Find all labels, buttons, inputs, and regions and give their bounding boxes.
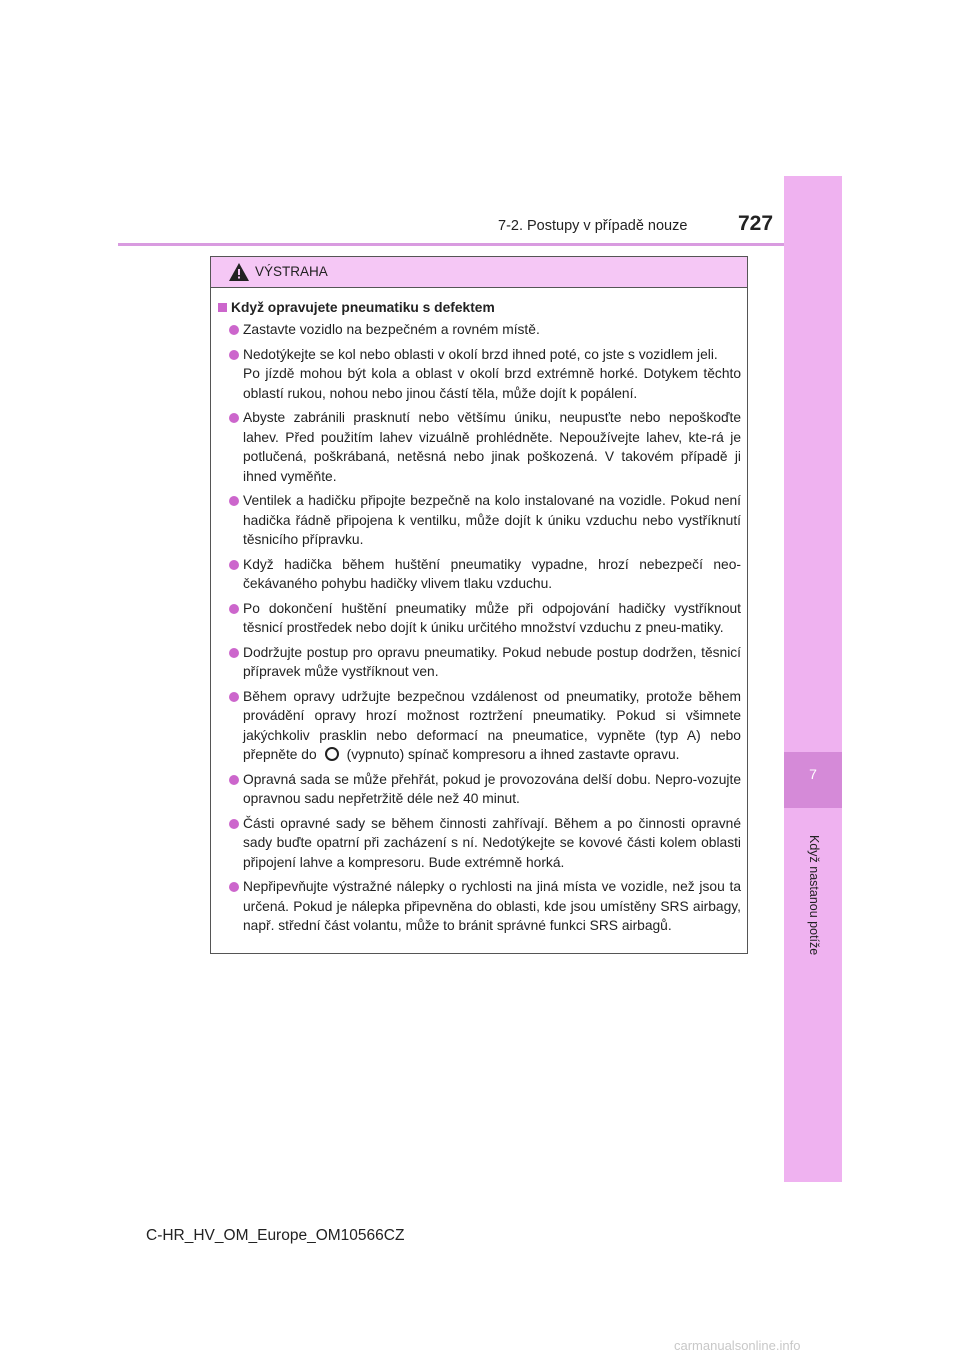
bullet-icon (229, 413, 239, 423)
bullet-icon (229, 350, 239, 360)
list-item (217, 491, 741, 550)
warning-header (211, 257, 747, 288)
list-item (217, 408, 741, 486)
list-item (217, 877, 741, 936)
square-bullet-icon (218, 303, 227, 312)
bullet-icon (229, 604, 239, 614)
bullet-icon (229, 560, 239, 570)
bullet-icon (229, 325, 239, 335)
warning-triangle-icon (228, 262, 250, 282)
list-item (217, 320, 741, 340)
bullet-icon (229, 819, 239, 829)
list-item (217, 345, 741, 404)
chapter-side-tab (784, 176, 842, 1182)
warning-heading: Když opravujete pneumatiku s defektem (217, 300, 741, 315)
list-item-text: Části opravné sady se během činnosti zahřívají. Během a po činnosti opravné sady buďte opatrní při zacházení s ní. Nedotýkejte se kovové části kolem oblasti připojení lahve a kompresoru. Bude extrémně horká. (243, 815, 741, 870)
warning-items (217, 320, 741, 682)
list-item-text: Dodržujte postup pro opravu pneumatiky. Pokud nebude postup dodržen, těsnicí přípravek může vystříknout ven. (243, 644, 741, 679)
list-item-text: Nepřipevňujte výstražné nálepky o rychlosti na jiná místa ve vozidle, než jsou ta určená. Pokud je nálepka připevněna do oblasti, kde jsou umístěny SRS airbagy, např. střední část volantu, může to bránit správné funkci SRS airbagů. (243, 879, 741, 933)
warning-box (210, 256, 748, 954)
list-item: Během opravy udržujte bezpečnou vzdálenost od pneumatiky, protože během provádění opravy hrozí možnost roztržení pneumatiky. Pokud si všimnete jakýchkoliv prasklin nebo deformací na pneumatice, vypněte (typ A) nebo přepněte do (vypnuto) spínač kompresoru a ihned zastavte opravu. (217, 687, 741, 765)
list-item (217, 770, 741, 809)
list-item-text: Když hadička během huštění pneumatiky vypadne, hrozí nebezpečí neo-čekávaného pohybu hadičky vlivem tlaku vzduchu. (243, 556, 741, 591)
list-item-text: Po jízdě mohou být kola a oblast v okolí brzd extrémně horké. Dotykem těchto oblastí rukou, nohou nebo jinou částí těla, může dojít k popálení. (243, 366, 741, 401)
bullet-icon (229, 882, 239, 892)
bullet-icon (229, 648, 239, 658)
list-item (217, 555, 741, 594)
watermark: carmanualsonline.info (674, 1338, 801, 1353)
chapter-title: Když nastanou potíže (807, 835, 821, 956)
list-item-text: Opravná sada se může přehřát, pokud je provozována delší dobu. Nepro-vozujte opravnou sadu nepřetržitě déle než 40 minut. (243, 771, 741, 806)
list-item (217, 643, 741, 682)
warning-body (211, 288, 747, 936)
section-label: 7-2. Postupy v případě nouze (498, 218, 688, 234)
header-divider (118, 243, 784, 246)
list-item-text: Nedotýkejte se kol nebo oblasti v okolí brzd ihned poté, co jste s vozidlem jeli. (243, 346, 718, 362)
list-item-text: Abyste zabránili prasknutí nebo většímu úniku, neupusťte nebo nepoškoďte lahev. Před použitím lahev vizuálně prohlédněte. Nepoužívejte lahev, kte-rá je potlučená, poškrábaná, netěsná nebo jinak poškozená. V takovém případě ji ihned vyměňte. (243, 410, 741, 484)
list-item (217, 814, 741, 873)
page-number: 727 (738, 212, 774, 235)
bullet-icon (229, 775, 239, 785)
list-item-text: Ventilek a hadičku připojte bezpečně na kolo instalované na vozidle. Pokud není hadička řádně připojena k ventilku, může dojít k úniku vzduchu nebo vystříknutí těsnicího přípravku. (243, 493, 741, 547)
chapter-number: 7 (809, 766, 817, 782)
list-item (217, 599, 741, 638)
warning-title: VÝSTRAHA (255, 264, 328, 279)
warning-items-continued (217, 770, 741, 936)
list-item-text: Zastavte vozidlo na bezpečném a rovném místě. (243, 322, 540, 337)
bullet-icon (229, 692, 239, 702)
list-item-text: Po dokončení huštění pneumatiky může při odpojování hadičky vystříknout těsnicí prostředek nebo dojít k úniku určitého množství vzduchu z pneu-matiky. (243, 600, 741, 635)
document-code: C-HR_HV_OM_Europe_OM10566CZ (146, 1227, 405, 1244)
bullet-icon (229, 496, 239, 506)
off-circle-icon (325, 747, 339, 761)
